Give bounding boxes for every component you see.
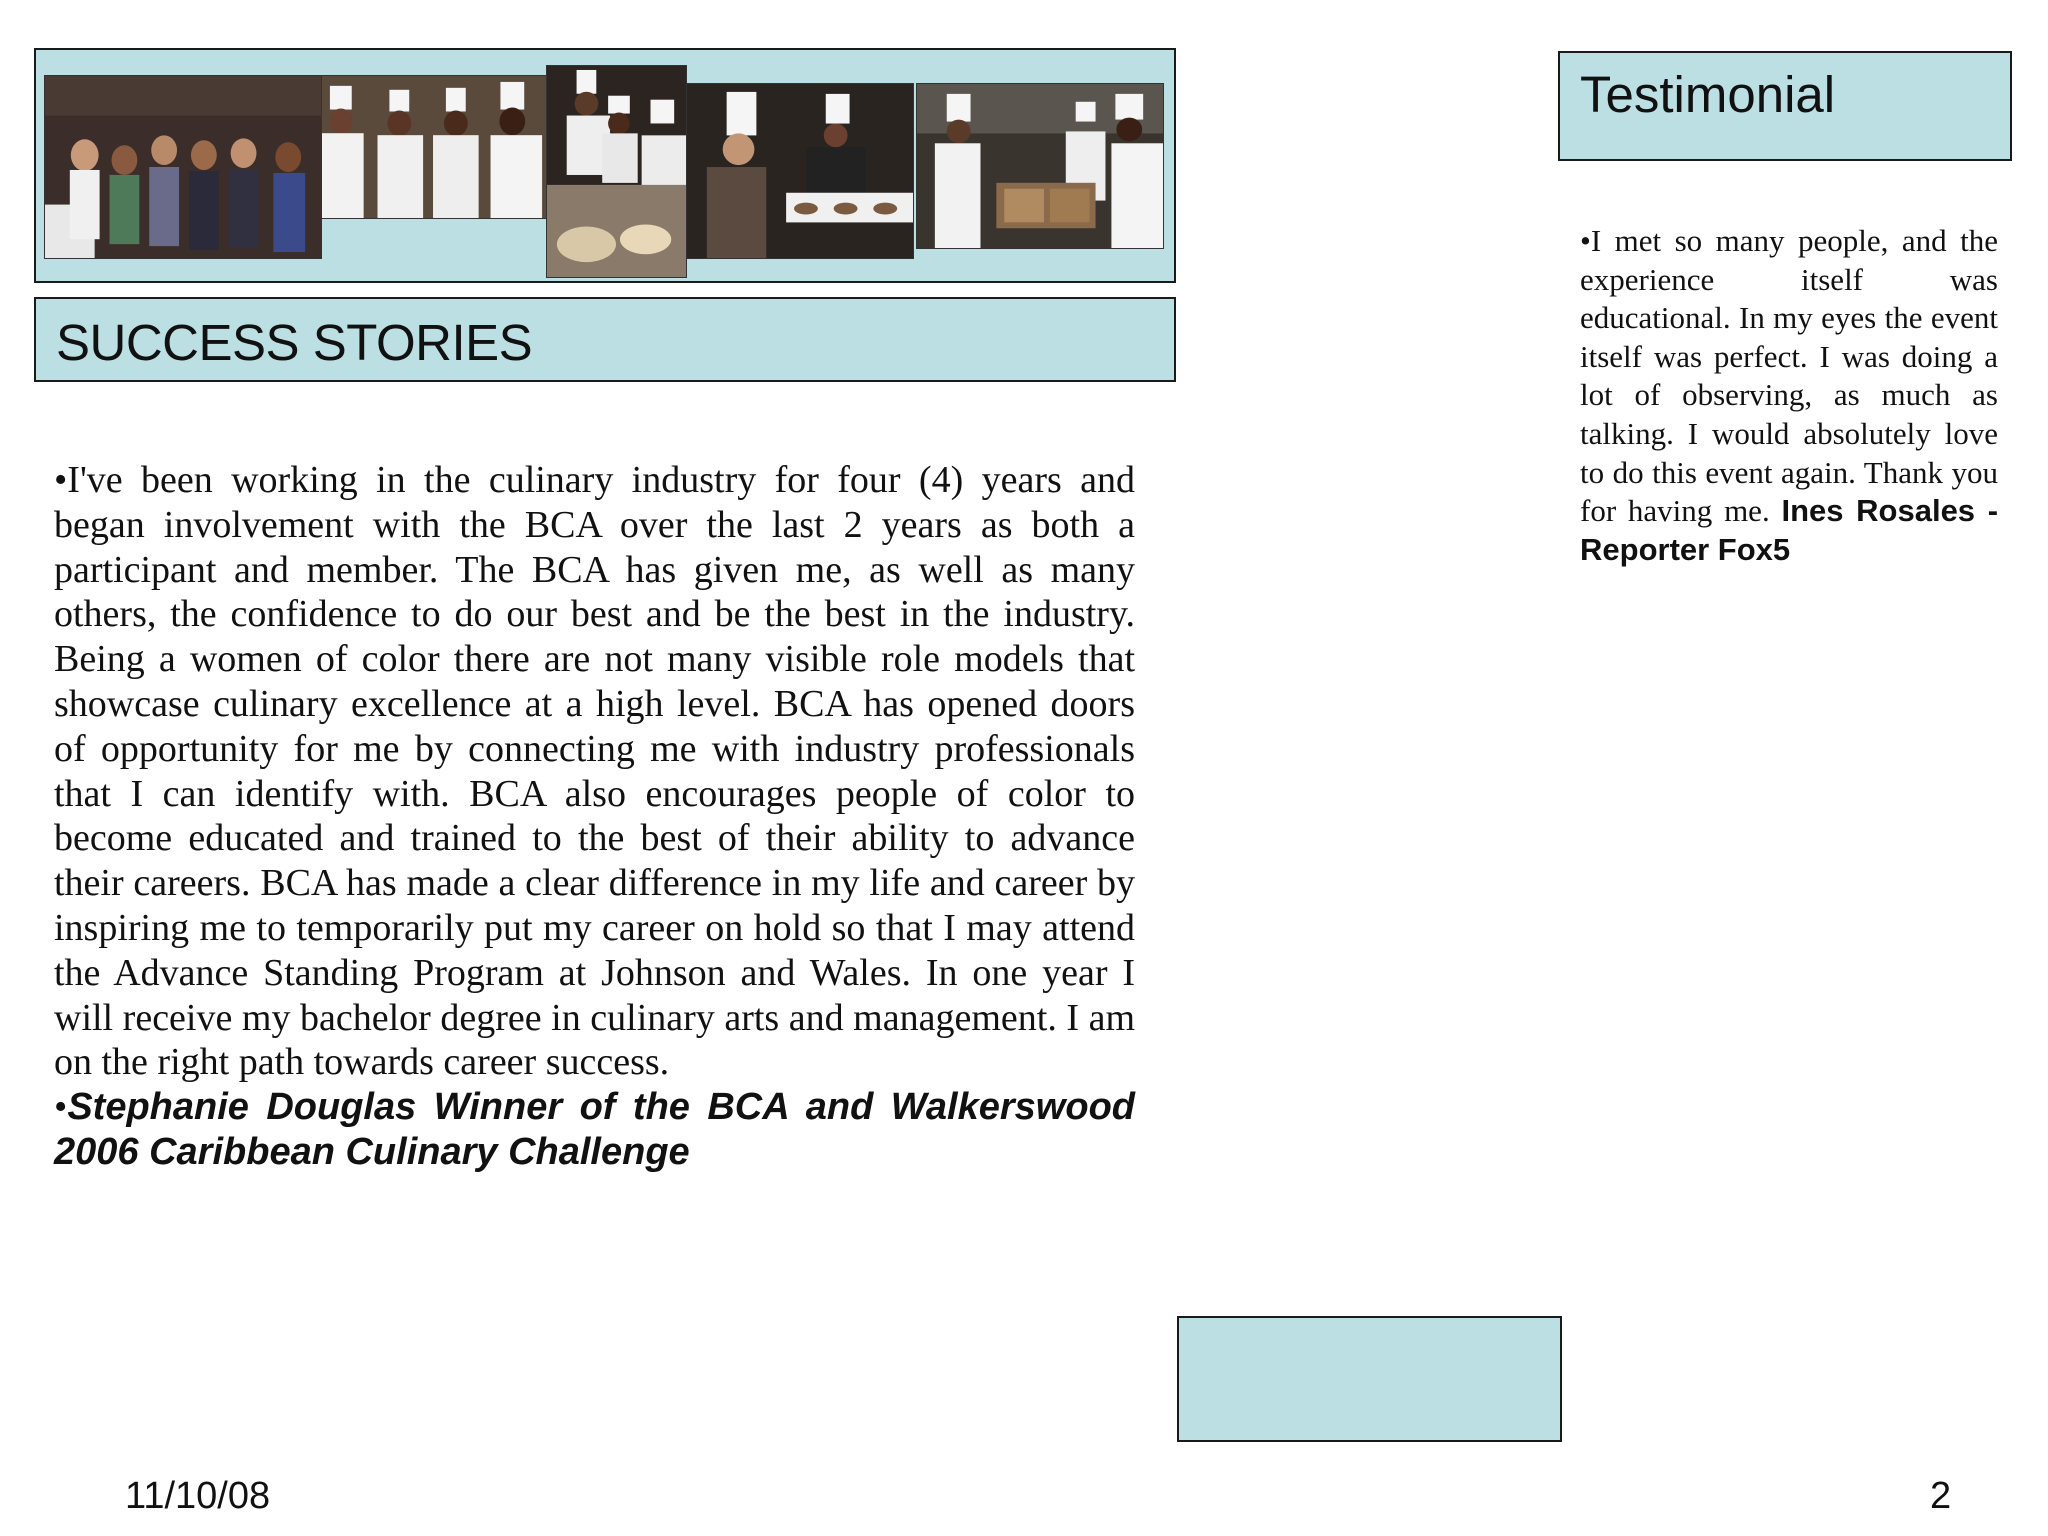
testimonial-heading-box [1558,51,2012,161]
story-attribution: Stephanie Douglas Winner of the BCA and Walkerswood 2006 Caribbean Culinary Challenge [54,1086,1135,1173]
testimonial-quote: •I met so many people, and the experience itself was educational. In my eyes the event itself was perfect. I was doing a lot of observing, as much as talking. I would absolutely love to do this event again. Thank you for having me. [1580,223,1998,529]
title-box [34,297,1176,382]
chef-plating-photo [686,83,914,259]
testimonial-quote-block [1580,222,1998,569]
success-story [54,458,1135,1175]
page-title: SUCCESS STORIES [56,314,533,371]
testimonial-signature: Ines Rosales -Reporter Fox5 [1580,493,1999,567]
kitchen-service-photo [916,83,1164,249]
attribution-bullet: • [54,1086,68,1129]
testimonial-heading: Testimonial [1580,66,1836,123]
footer-date: 11/10/08 [125,1475,271,1517]
empty-box [1177,1316,1562,1442]
page-number: 2 [1930,1475,1952,1517]
photo-banner [34,48,1176,283]
chefs-lineup-photo [321,75,551,219]
group-photo [44,75,322,259]
story-body: •I've been working in the culinary industry for four (4) years and began involvement with the BCA over the last 2 years as both a participant and member. The BCA has given me, as well as many others, the confidence to do our best and be the best in the industry. Being a women of color there are not many visible role models that showcase culinary excellence at a high level. BCA has opened doors of opportunity for me by connecting me with industry professionals that I can identify with. BCA also encourages people of color to become educated and trained to the best of their ability to advance their careers. BCA has made a clear difference in my life and career by inspiring me to temporarily put my career on hold so that I may attend the Advance Standing Program at Johnson and Wales. In one year I will receive my bachelor degree in culinary arts and management. I am on the right path towards career success. [54,459,1135,1084]
chefs-working-photo [546,65,687,278]
